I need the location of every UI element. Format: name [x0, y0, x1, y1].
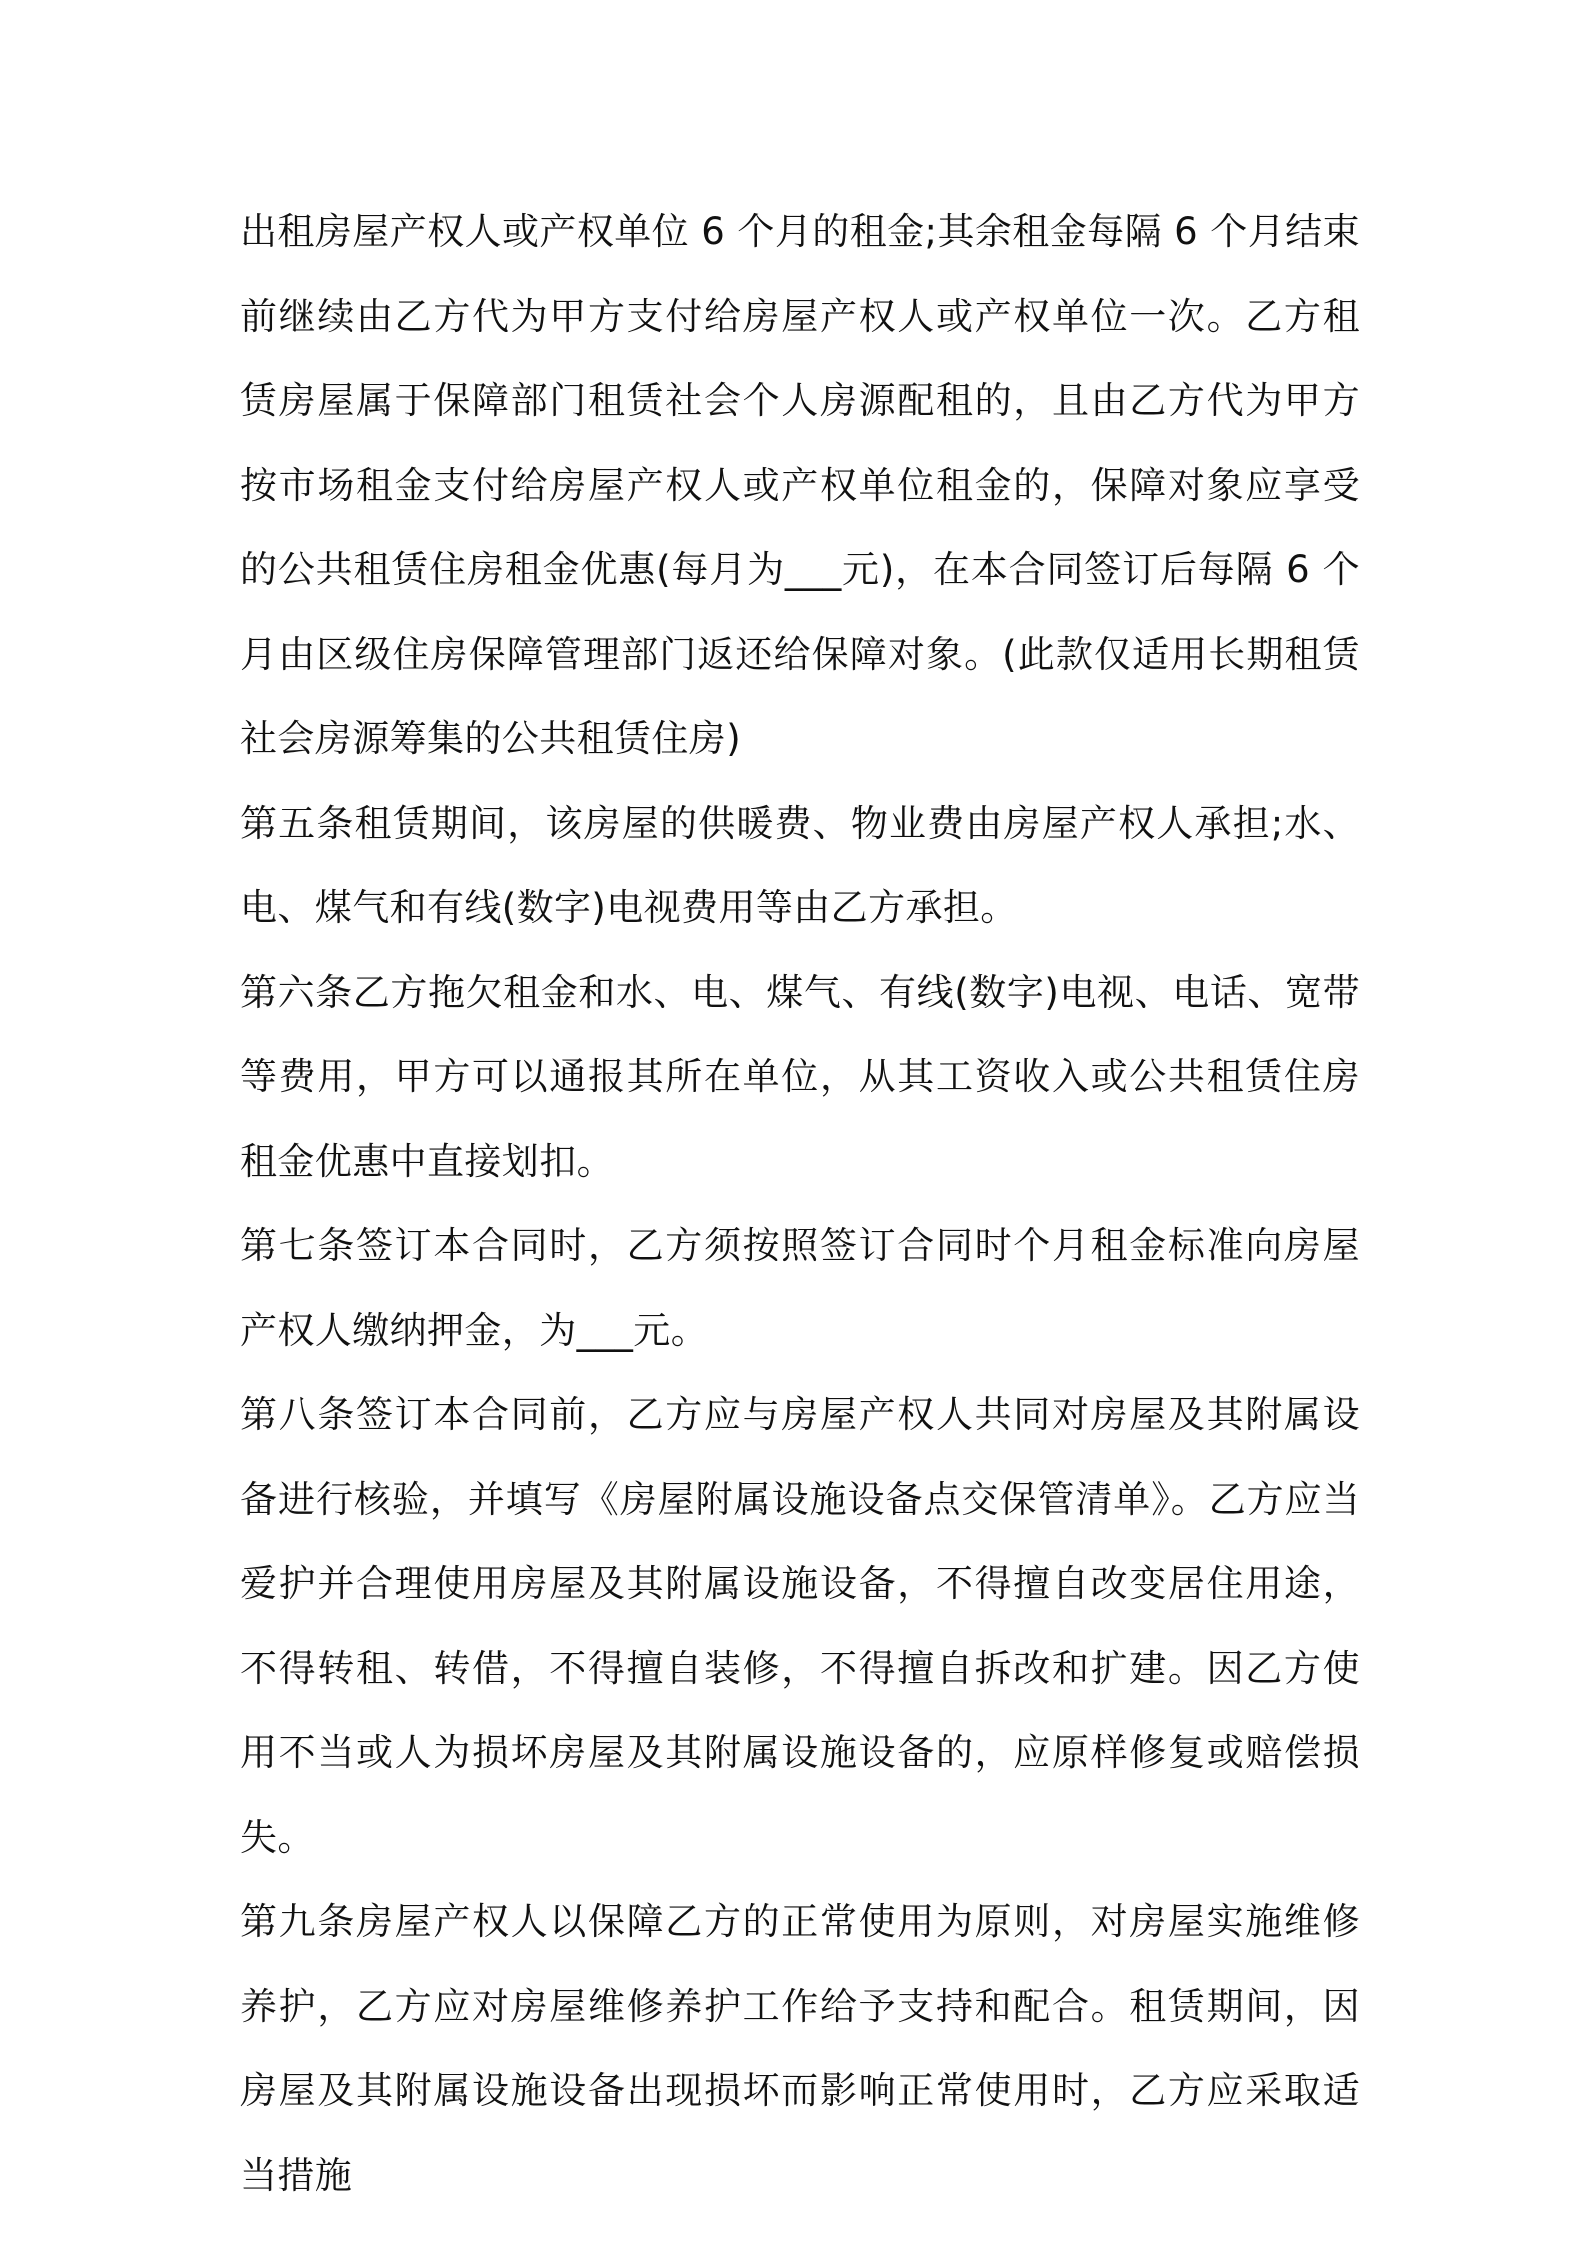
paragraph-article-7: 第七条签订本合同时，乙方须按照签订合同时个月租金标准向房屋产权人缴纳押金，为___元。 [240, 1224, 1360, 1352]
paragraph-article-8: 第八条签订本合同前，乙方应与房屋产权人共同对房屋及其附属设备进行核验，并填写《房屋附属设施设备点交保管清单》。乙方应当爱护并合理使用房屋及其附属设施设备，不得擅自改变居住用途，不得转租、转借，不得擅自装修，不得擅自拆改和扩建。因乙方使用不当或人为损坏房屋及其附属设施设备的，应原样修复或赔偿损失。 [240, 1393, 1360, 1859]
paragraph-article-5: 第五条租赁期间，该房屋的供暖费、物业费由房屋产权人承担;水、电、煤气和有线(数字)电视费用等由乙方承担。 [240, 801, 1360, 929]
paragraph-rent-payment: 出租房屋产权人或产权单位 6 个月的租金;其余租金每隔 6 个月结束前继续由乙方代为甲方支付给房屋产权人或产权单位一次。乙方租赁房屋属于保障部门租赁社会个人房源配租的，且由乙方代为甲方按市场租金支付给房屋产权人或产权单位租金的，保障对象应享受的公共租赁住房租金优惠(每月为___元)，在本合同签订后每隔 6 个月由区级住房保障管理部门返还给保障对象。(此款仅适用长期租赁社会房源筹集的公共租赁住房) [240, 210, 1360, 760]
paragraph-article-6: 第六条乙方拖欠租金和水、电、煤气、有线(数字)电视、电话、宽带等费用，甲方可以通报其所在单位，从其工资收入或公共租赁住房租金优惠中直接划扣。 [240, 970, 1360, 1183]
paragraph-article-9: 第九条房屋产权人以保障乙方的正常使用为原则，对房屋实施维修养护，乙方应对房屋维修养护工作给予支持和配合。租赁期间，因房屋及其附属设施设备出现损坏而影响正常使用时，乙方应采取适当措施 [240, 1900, 1360, 2197]
document-body [240, 190, 1360, 2218]
